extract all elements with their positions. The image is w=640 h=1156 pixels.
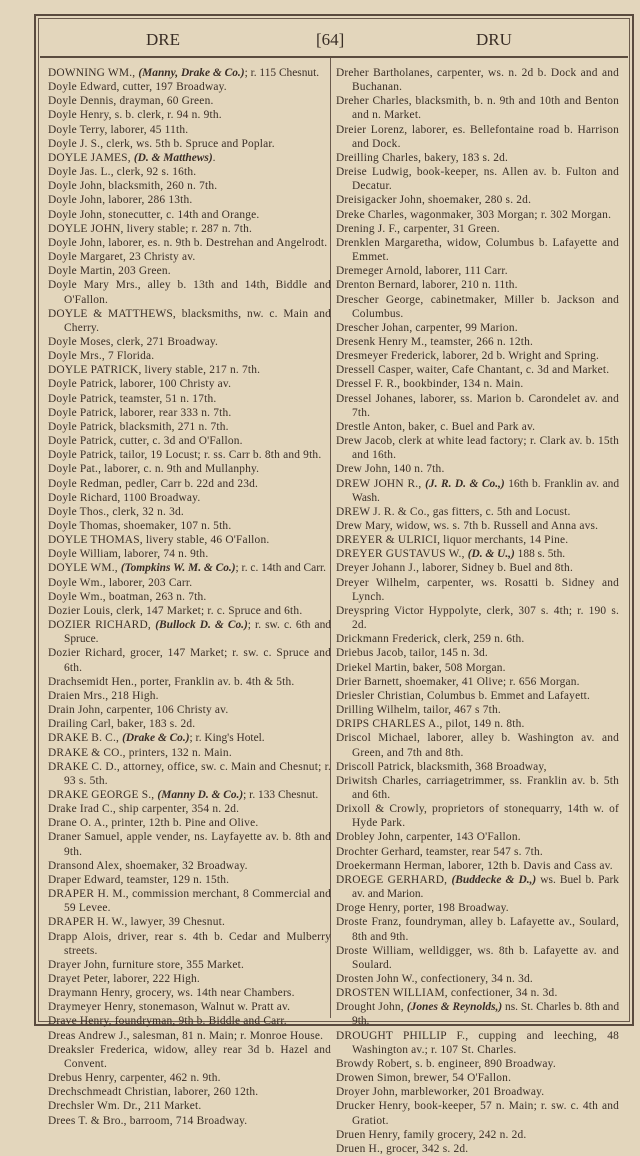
directory-entry [336, 845, 619, 859]
directory-entry [48, 179, 331, 193]
entry-text: Drescher Johan, carpenter, 99 Marion. [336, 321, 518, 334]
entry-text: DREW JOHN R., [336, 477, 426, 490]
directory-entry [336, 1000, 619, 1028]
entry-text: Drew Jacob, clerk at white lead factory; r. Clark av. b. 15th and 16th. [336, 435, 619, 462]
directory-entry [336, 873, 619, 901]
directory-entry [48, 717, 331, 731]
directory-entry [336, 264, 619, 278]
directory-entry [48, 505, 331, 519]
directory-entry [48, 335, 331, 349]
entry-text: Doyle Mrs., 7 Florida. [48, 350, 155, 363]
entry-text: Dozier Richard, grocer, 147 Market; r. sw. c. Spruce and 6th. [48, 647, 331, 674]
entry-text: Dreier Lorenz, laborer, es. Bellefontaine road b. Harrison and Dock. [336, 123, 619, 150]
entry-text: Doyle Terry, laborer, 45 11th. [48, 123, 189, 136]
entry-text: Doyle Patrick, tailor, 19 Locust; r. ss. Carr b. 8th and 9th. [48, 449, 322, 462]
directory-entry [48, 477, 331, 491]
directory-entry [48, 604, 331, 618]
entry-text: Driekel Martin, baker, 508 Morgan. [336, 661, 506, 674]
directory-entry [336, 94, 619, 122]
entry-text: Droge Henry, porter, 198 Broadway. [336, 902, 509, 915]
page-header [36, 30, 632, 56]
directory-entry [48, 123, 331, 137]
directory-entry [48, 462, 331, 476]
directory-entry [48, 151, 331, 165]
directory-entry [48, 434, 331, 448]
entry-firm: (Manny, Drake & Co.) [138, 67, 245, 79]
directory-page [34, 14, 634, 1155]
entry-text: DOYLE JAMES, [48, 151, 134, 164]
entry-text: Dresenk Henry M., teamster, 266 n. 12th. [336, 335, 534, 348]
directory-entry [336, 802, 619, 830]
directory-entry [48, 222, 331, 236]
entry-text: Doyle Thomas, shoemaker, 107 n. 5th. [48, 520, 232, 532]
entry-text: Doyle Patrick, laborer, rear 333 n. 7th. [48, 406, 232, 419]
entry-text: Drenklen Margaretha, widow, Columbus b. Lafayette and Emmet. [336, 236, 619, 264]
header-left-range: DRE [146, 30, 180, 49]
entry-text: DRAKE C. D., attorney, office, sw. c. Main and Chesnut; r. 93 s. 5th. [48, 760, 331, 787]
entry-text: Draymann Henry, grocery, ws. 14th near Chambers. [48, 987, 295, 1000]
entry-text: Drilling Wilhelm, tailor, 467 s 7th. [336, 704, 501, 717]
entry-text: Draymeyer Henry, stonemason, Walnut w. Pratt av. [48, 1001, 291, 1014]
entry-text: Dreher Bartholanes, carpenter, ws. n. 2d b. Dock and and Buchanan. [336, 67, 619, 94]
directory-entry [336, 193, 619, 207]
entry-firm: (Bullock D. & Co.) [155, 619, 248, 632]
left-column [48, 66, 331, 1128]
directory-entry [48, 958, 331, 972]
directory-entry [48, 80, 331, 94]
entry-text: Drave Henry, foundryman, 9th b. Biddle and Carr. [48, 1015, 287, 1028]
entry-text: Drought John, [336, 1001, 407, 1014]
entry-text: Doyle Dennis, drayman, 60 Green. [48, 95, 214, 108]
directory-entry [336, 505, 619, 519]
directory-entry [336, 774, 619, 802]
entry-text: Doyle John, laborer, 286 13th. [48, 194, 193, 207]
directory-entry [48, 731, 331, 745]
entry-text: Drenton Bernard, laborer, 210 n. 11th. [336, 279, 518, 292]
entry-text: Dreyer Wilhelm, carpenter, ws. Rosatti b. Sidney and Lynch. [336, 576, 619, 603]
entry-text: Driesler Christian, Columbus b. Emmet and Lafayett. [336, 689, 591, 702]
directory-entry [48, 859, 331, 873]
directory-entry [48, 675, 331, 689]
directory-entry [48, 590, 331, 604]
entry-text: DRAKE B. C., [48, 732, 123, 745]
directory-entry [48, 349, 331, 363]
directory-entry [336, 561, 619, 575]
entry-text: Doyle Redman, pedler, Carr b. 22d and 23d. [48, 477, 259, 490]
entry-text: DROSTEN WILLIAM, confectioner, 34 n. 3d. [336, 987, 558, 1000]
entry-text: Dreilling Charles, bakery, 183 s. 2d. [336, 151, 509, 164]
directory-entry [336, 986, 619, 1000]
entry-text: Drochter Gerhard, teamster, rear 547 s. 7th. [336, 845, 543, 858]
entry-text: Drucker Henry, book-keeper, 57 n. Main; r. sw. c. 4th and Gratiot. [336, 1100, 619, 1127]
directory-entry [48, 363, 331, 377]
entry-text: Doyle Patrick, cutter, c. 3d and O'Fallon. [48, 435, 243, 448]
directory-entry [336, 717, 619, 731]
entry-text: Driwitsh Charles, carriagetrimmer, ss. Franklin av. b. 5th and 6th. [336, 774, 619, 801]
entry-text: Drees T. & Bro., barroom, 714 Broadway. [48, 1114, 248, 1127]
directory-entry [48, 278, 331, 306]
directory-entry [336, 1128, 619, 1142]
directory-entry [48, 873, 331, 887]
directory-entry [336, 915, 619, 943]
entry-address: ws. Buel b. Park av. and Marion. [352, 873, 619, 901]
entry-text: Dreise Ludwig, book-keeper, ns. Allen av. b. Fulton and Decatur. [336, 166, 619, 193]
directory-entry [336, 830, 619, 844]
entry-firm: (Drake & Co.) [122, 732, 190, 745]
directory-entry [48, 1029, 331, 1043]
entry-text: Doyle Edward, cutter, 197 Broadway. [48, 81, 227, 94]
directory-entry [48, 66, 331, 80]
entry-text: DREW J. R. & Co., gas fitters, c. 5th and Locust. [336, 505, 571, 518]
entry-text: Doyle Patrick, laborer, 100 Christy av. [48, 378, 232, 391]
entry-text: Driebus Jacob, tailor, 145 n. 3d. [336, 647, 488, 660]
entry-text: Dreyer Johann J., laborer, Sidney b. Buel and 8th. [336, 562, 573, 575]
directory-entry [336, 632, 619, 646]
directory-entry [336, 165, 619, 193]
entry-text: Doyle John, laborer, es. n. 9th b. Destrehan and Angelrodt. [48, 236, 328, 249]
directory-entry [48, 561, 331, 575]
directory-entry [48, 208, 331, 222]
entry-text: Drening J. F., carpenter, 31 Green. [336, 222, 500, 235]
directory-entry [336, 661, 619, 675]
entry-text: Driscoll Patrick, blacksmith, 368 Broadway, [336, 760, 547, 773]
entry-text: Doyle Martin, 203 Green. [48, 265, 171, 278]
directory-entry [48, 137, 331, 151]
directory-entry [48, 689, 331, 703]
entry-text: Drobley John, carpenter, 143 O'Fallon. [336, 831, 521, 844]
directory-entry [48, 986, 331, 1000]
directory-entry [48, 377, 331, 391]
directory-entry [336, 420, 619, 434]
page-number: [64] [316, 30, 345, 49]
entry-text: Dressell Casper, waiter, Cafe Chantant, c. 3d and Market. [336, 364, 610, 377]
directory-entry [48, 108, 331, 122]
entry-text: Drechschmeadt Christian, laborer, 260 12th. [48, 1086, 259, 1099]
directory-entry [336, 859, 619, 873]
entry-text: Doyle Patrick, blacksmith, 271 n. 7th. [48, 420, 229, 433]
directory-entry [336, 731, 619, 759]
entry-text: DRAPER H. W., lawyer, 39 Chesnut. [48, 916, 226, 929]
directory-entry [336, 66, 619, 94]
entry-text: Dreyspring Victor Hyppolyte, clerk, 307 s. 4th; r. 190 s. 2d. [336, 604, 619, 632]
directory-entry [48, 491, 331, 505]
directory-entry [48, 802, 331, 816]
directory-entry [336, 972, 619, 986]
directory-entry [48, 519, 331, 533]
directory-entry [336, 477, 619, 505]
directory-entry [48, 547, 331, 561]
directory-entry [48, 760, 331, 788]
entry-text: Droekermann Herman, laborer, 12th b. Davis and Cass av. [336, 859, 613, 872]
entry-text: Doyle Moses, clerk, 271 Broadway. [48, 335, 219, 348]
directory-entry [336, 293, 619, 321]
entry-text: Druen H., grocer, 342 s. 2d. [336, 1142, 469, 1155]
directory-entry [48, 703, 331, 717]
entry-text: Dransond Alex, shoemaker, 32 Broadway. [48, 859, 248, 872]
directory-entry [336, 321, 619, 335]
entry-text: Dressel F. R., bookbinder, 134 n. Main. [336, 378, 524, 391]
entry-text: Doyle Pat., laborer, c. n. 9th and Mullanphy. [48, 463, 260, 476]
entry-text: Dresmeyer Frederick, laborer, 2d b. Wright and Spring. [336, 350, 600, 363]
directory-entry [336, 675, 619, 689]
entry-text: Drew John, 140 n. 7th. [336, 463, 445, 476]
entry-text: Dreher Charles, blacksmith, b. n. 9th and 10th and Benton and n. Market. [336, 95, 619, 122]
entry-text: Drachsemidt Hen., porter, Franklin av. b. 4th & 5th. [48, 675, 295, 688]
entry-firm: (J. R. D. & Co.,) [425, 477, 505, 490]
entry-text: Dozier Louis, clerk, 147 Market; r. c. Spruce and 6th. [48, 604, 303, 617]
directory-entry [48, 1114, 331, 1128]
entry-text: Doyle Wm., laborer, 203 Carr. [48, 576, 193, 589]
directory-entry [48, 448, 331, 462]
entry-text: DRAKE & CO., printers, 132 n. Main. [48, 746, 232, 759]
entry-text: Drechsler Wm. Dr., 211 Market. [48, 1100, 202, 1113]
entry-text: Doyle William, laborer, 74 n. 9th. [48, 548, 209, 561]
entry-text: Drebus Henry, carpenter, 462 n. 9th. [48, 1072, 221, 1085]
entry-text: DOYLE JOHN, livery stable; r. 287 n. 7th. [48, 222, 253, 235]
entry-text: DROEGE GERHARD, [336, 873, 452, 886]
entry-text: Browdy Robert, s. b. engineer, 890 Broadway. [336, 1057, 556, 1070]
entry-text: Drickmann Frederick, clerk, 259 n. 6th. [336, 633, 525, 646]
directory-entry [48, 930, 331, 958]
entry-firm: (D. & U.,) [467, 548, 515, 561]
entry-text: Dremeger Arnold, laborer, 111 Carr. [336, 265, 508, 278]
header-rule [40, 56, 628, 58]
entry-text: DOYLE PATRICK, livery stable, 217 n. 7th. [48, 364, 261, 377]
entry-address: ; r. c. 14th and Carr. [235, 562, 327, 575]
directory-entry [48, 1085, 331, 1099]
entry-text: Druen Henry, family grocery, 242 n. 2d. [336, 1128, 527, 1141]
entry-text: Drowen Simon, brewer, 54 O'Fallon. [336, 1072, 512, 1085]
directory-entry [336, 1142, 619, 1156]
directory-entry [48, 1014, 331, 1028]
directory-entry [336, 392, 619, 420]
entry-text: Dreaksler Frederica, widow, alley rear 3d b. Hazel and Convent. [48, 1043, 331, 1070]
entry-text: Doyle Patrick, teamster, 51 n. 17th. [48, 392, 217, 405]
entry-text: Doyle Thos., clerk, 32 n. 3d. [48, 505, 184, 518]
entry-text: Drailing Carl, baker, 183 s. 2d. [48, 718, 196, 731]
entry-firm: (D. & Matthews) [133, 151, 213, 164]
entry-text: Drew Mary, widow, ws. s. 7th b. Russell and Anna avs. [336, 520, 599, 532]
directory-entry [336, 377, 619, 391]
entry-text: Doyle John, stonecutter, c. 14th and Orange. [48, 208, 260, 221]
entry-text: Doyle Wm., boatman, 263 n. 7th. [48, 590, 207, 603]
entry-address: ; r. sw. c. 6th and Spruce. [64, 619, 331, 646]
entry-text: Driscol Michael, laborer, alley b. Washington av. and Green, and 7th and 8th. [336, 732, 619, 759]
entry-text: DROUGHT PHILLIP F., cupping and leeching, 48 Washington av.; r. 107 St. Charles. [336, 1029, 619, 1056]
entry-text: DOWNING WM., [48, 67, 139, 79]
directory-entry [48, 915, 331, 929]
entry-firm: (Tompkins W. M. & Co.) [120, 562, 236, 575]
directory-entry [48, 1000, 331, 1014]
entry-text: Drier Barnett, shoemaker, 41 Olive; r. 656 Morgan. [336, 675, 580, 688]
entry-text: Draner Samuel, apple vender, ns. Layfayette av. b. 8th and 9th. [48, 831, 331, 858]
directory-entry [336, 363, 619, 377]
directory-entry [336, 547, 619, 561]
entry-address: ; r. 133 Chesnut. [243, 788, 319, 801]
directory-entry [48, 830, 331, 858]
directory-entry [336, 151, 619, 165]
directory-entry [48, 94, 331, 108]
header-right-range: DRU [476, 30, 512, 49]
directory-entry [336, 1029, 619, 1057]
directory-entry [48, 618, 331, 646]
directory-entry [336, 236, 619, 264]
entry-address: . [212, 151, 216, 164]
entry-text: DREYER & ULRICI, liquor merchants, 14 Pine. [336, 534, 569, 547]
entry-text: Drane O. A., printer, 12th b. Pine and Olive. [48, 817, 259, 830]
entry-text: Doyle Henry, s. b. clerk, r. 94 n. 9th. [48, 109, 222, 122]
entry-text: Dressel Johanes, laborer, ss. Marion b. Carondelet av. and 7th. [336, 392, 619, 419]
directory-entry [336, 208, 619, 222]
directory-entry [48, 972, 331, 986]
entry-firm: (Manny D. & Co.) [157, 788, 244, 801]
directory-entry [48, 788, 331, 802]
entry-text: Droste Franz, foundryman, alley b. Lafayette av., Soulard, 8th and 9th. [336, 916, 619, 943]
directory-entry [48, 533, 331, 547]
directory-entry [336, 604, 619, 632]
entry-text: Doyle Margaret, 23 Christy av. [48, 251, 196, 264]
entry-text: DRIPS CHARLES A., pilot, 149 n. 8th. [336, 718, 525, 731]
directory-entry [336, 278, 619, 292]
directory-entry [336, 689, 619, 703]
entry-text: Drayet Peter, laborer, 222 High. [48, 973, 200, 985]
entry-text: Doyle Mary Mrs., alley b. 13th and 14th, Biddle and O'Fallon. [48, 279, 331, 306]
directory-entry [336, 1085, 619, 1099]
entry-text: Doyle John, blacksmith, 260 n. 7th. [48, 180, 218, 193]
entry-text: Dreas Andrew J., salesman, 81 n. Main; r. Monroe House. [48, 1029, 324, 1042]
entry-text: Drescher George, cabinetmaker, Miller b. Jackson and Columbus. [336, 293, 619, 320]
entry-text: DOYLE WM., [48, 562, 121, 575]
directory-entry [48, 406, 331, 420]
entry-text: Drake Irad C., ship carpenter, 354 n. 2d. [48, 803, 240, 816]
directory-entry [336, 944, 619, 972]
directory-entry [336, 519, 619, 533]
right-column [336, 66, 619, 1156]
entry-text: Droste William, welldigger, ws. 8th b. Lafayette av. and Soulard. [336, 944, 619, 971]
directory-entry [48, 1071, 331, 1085]
entry-text: Drain John, carpenter, 106 Christy av. [48, 704, 229, 717]
entry-address: ; r. 115 Chesnut. [244, 67, 320, 79]
entry-text: Doyle Richard, 1100 Broadway. [48, 491, 201, 504]
entry-text: DOZIER RICHARD, [48, 619, 156, 632]
directory-entry [48, 1043, 331, 1071]
directory-entry [48, 307, 331, 335]
entry-text: DRAKE GEORGE S., [48, 788, 158, 801]
directory-entry [336, 646, 619, 660]
entry-text: DOYLE & MATTHEWS, blacksmiths, nw. c. Main and Cherry. [48, 307, 331, 334]
directory-entry [336, 1057, 619, 1071]
directory-entry [336, 1099, 619, 1127]
directory-entry [336, 335, 619, 349]
directory-entry [336, 222, 619, 236]
directory-entry [48, 250, 331, 264]
entry-address: 188 s. 5th. [514, 548, 566, 561]
directory-entry [48, 392, 331, 406]
directory-entry [336, 533, 619, 547]
entry-text: DOYLE THOMAS, livery stable, 46 O'Fallon. [48, 534, 270, 547]
directory-entry [336, 1071, 619, 1085]
directory-entry [336, 349, 619, 363]
entry-text: Draper Edward, teamster, 129 n. 15th. [48, 873, 230, 886]
entry-text: Drosten John W., confectionery, 34 n. 3d. [336, 973, 533, 985]
entry-text: Doyle Jas. L., clerk, 92 s. 16th. [48, 166, 197, 179]
directory-entry [336, 901, 619, 915]
entry-text: Droyer John, marbleworker, 201 Broadway. [336, 1086, 545, 1099]
entry-text: Dreisigacker John, shoemaker, 280 s. 2d. [336, 194, 532, 207]
directory-entry [336, 703, 619, 717]
directory-entry [48, 646, 331, 674]
entry-address: ns. St. Charles b. 8th and 9th. [352, 1001, 620, 1028]
directory-entry [48, 193, 331, 207]
directory-entry [336, 462, 619, 476]
entry-text: Drestle Anton, baker, c. Buel and Park av. [336, 420, 536, 433]
entry-text: Drixoll & Crowly, proprietors of stonequarry, 14th w. of Hyde Park. [336, 803, 619, 830]
entry-text: Drapp Alois, driver, rear s. 4th b. Cedar and Mulberry streets. [48, 930, 331, 957]
directory-entry [336, 434, 619, 462]
directory-entry [48, 236, 331, 250]
entry-text: Drayer John, furniture store, 355 Market. [48, 958, 245, 971]
directory-entry [48, 816, 331, 830]
entry-text: Doyle J. S., clerk, ws. 5th b. Spruce and Poplar. [48, 137, 275, 150]
directory-entry [48, 576, 331, 590]
entry-address: ; r. King's Hotel. [189, 732, 265, 745]
directory-entry [48, 165, 331, 179]
entry-text: DREYER GUSTAVUS W., [336, 548, 468, 561]
entry-address: 16th b. Franklin av. and Wash. [352, 477, 620, 504]
directory-entry [48, 746, 331, 760]
directory-entry [336, 760, 619, 774]
directory-entry [48, 887, 331, 915]
directory-entry [48, 264, 331, 278]
entry-firm: (Jones & Reynolds,) [406, 1001, 503, 1014]
directory-entry [336, 576, 619, 604]
directory-entry [336, 123, 619, 151]
entry-firm: (Buddecke & D.,) [451, 873, 537, 886]
entry-text: DRAPER H. M., commission merchant, 8 Commercial and 59 Levee. [48, 888, 331, 915]
directory-entry [48, 1099, 331, 1113]
entry-text: Draien Mrs., 218 High. [48, 689, 159, 702]
directory-entry [48, 420, 331, 434]
entry-text: Dreke Charles, wagonmaker, 303 Morgan; r. 302 Morgan. [336, 208, 612, 221]
